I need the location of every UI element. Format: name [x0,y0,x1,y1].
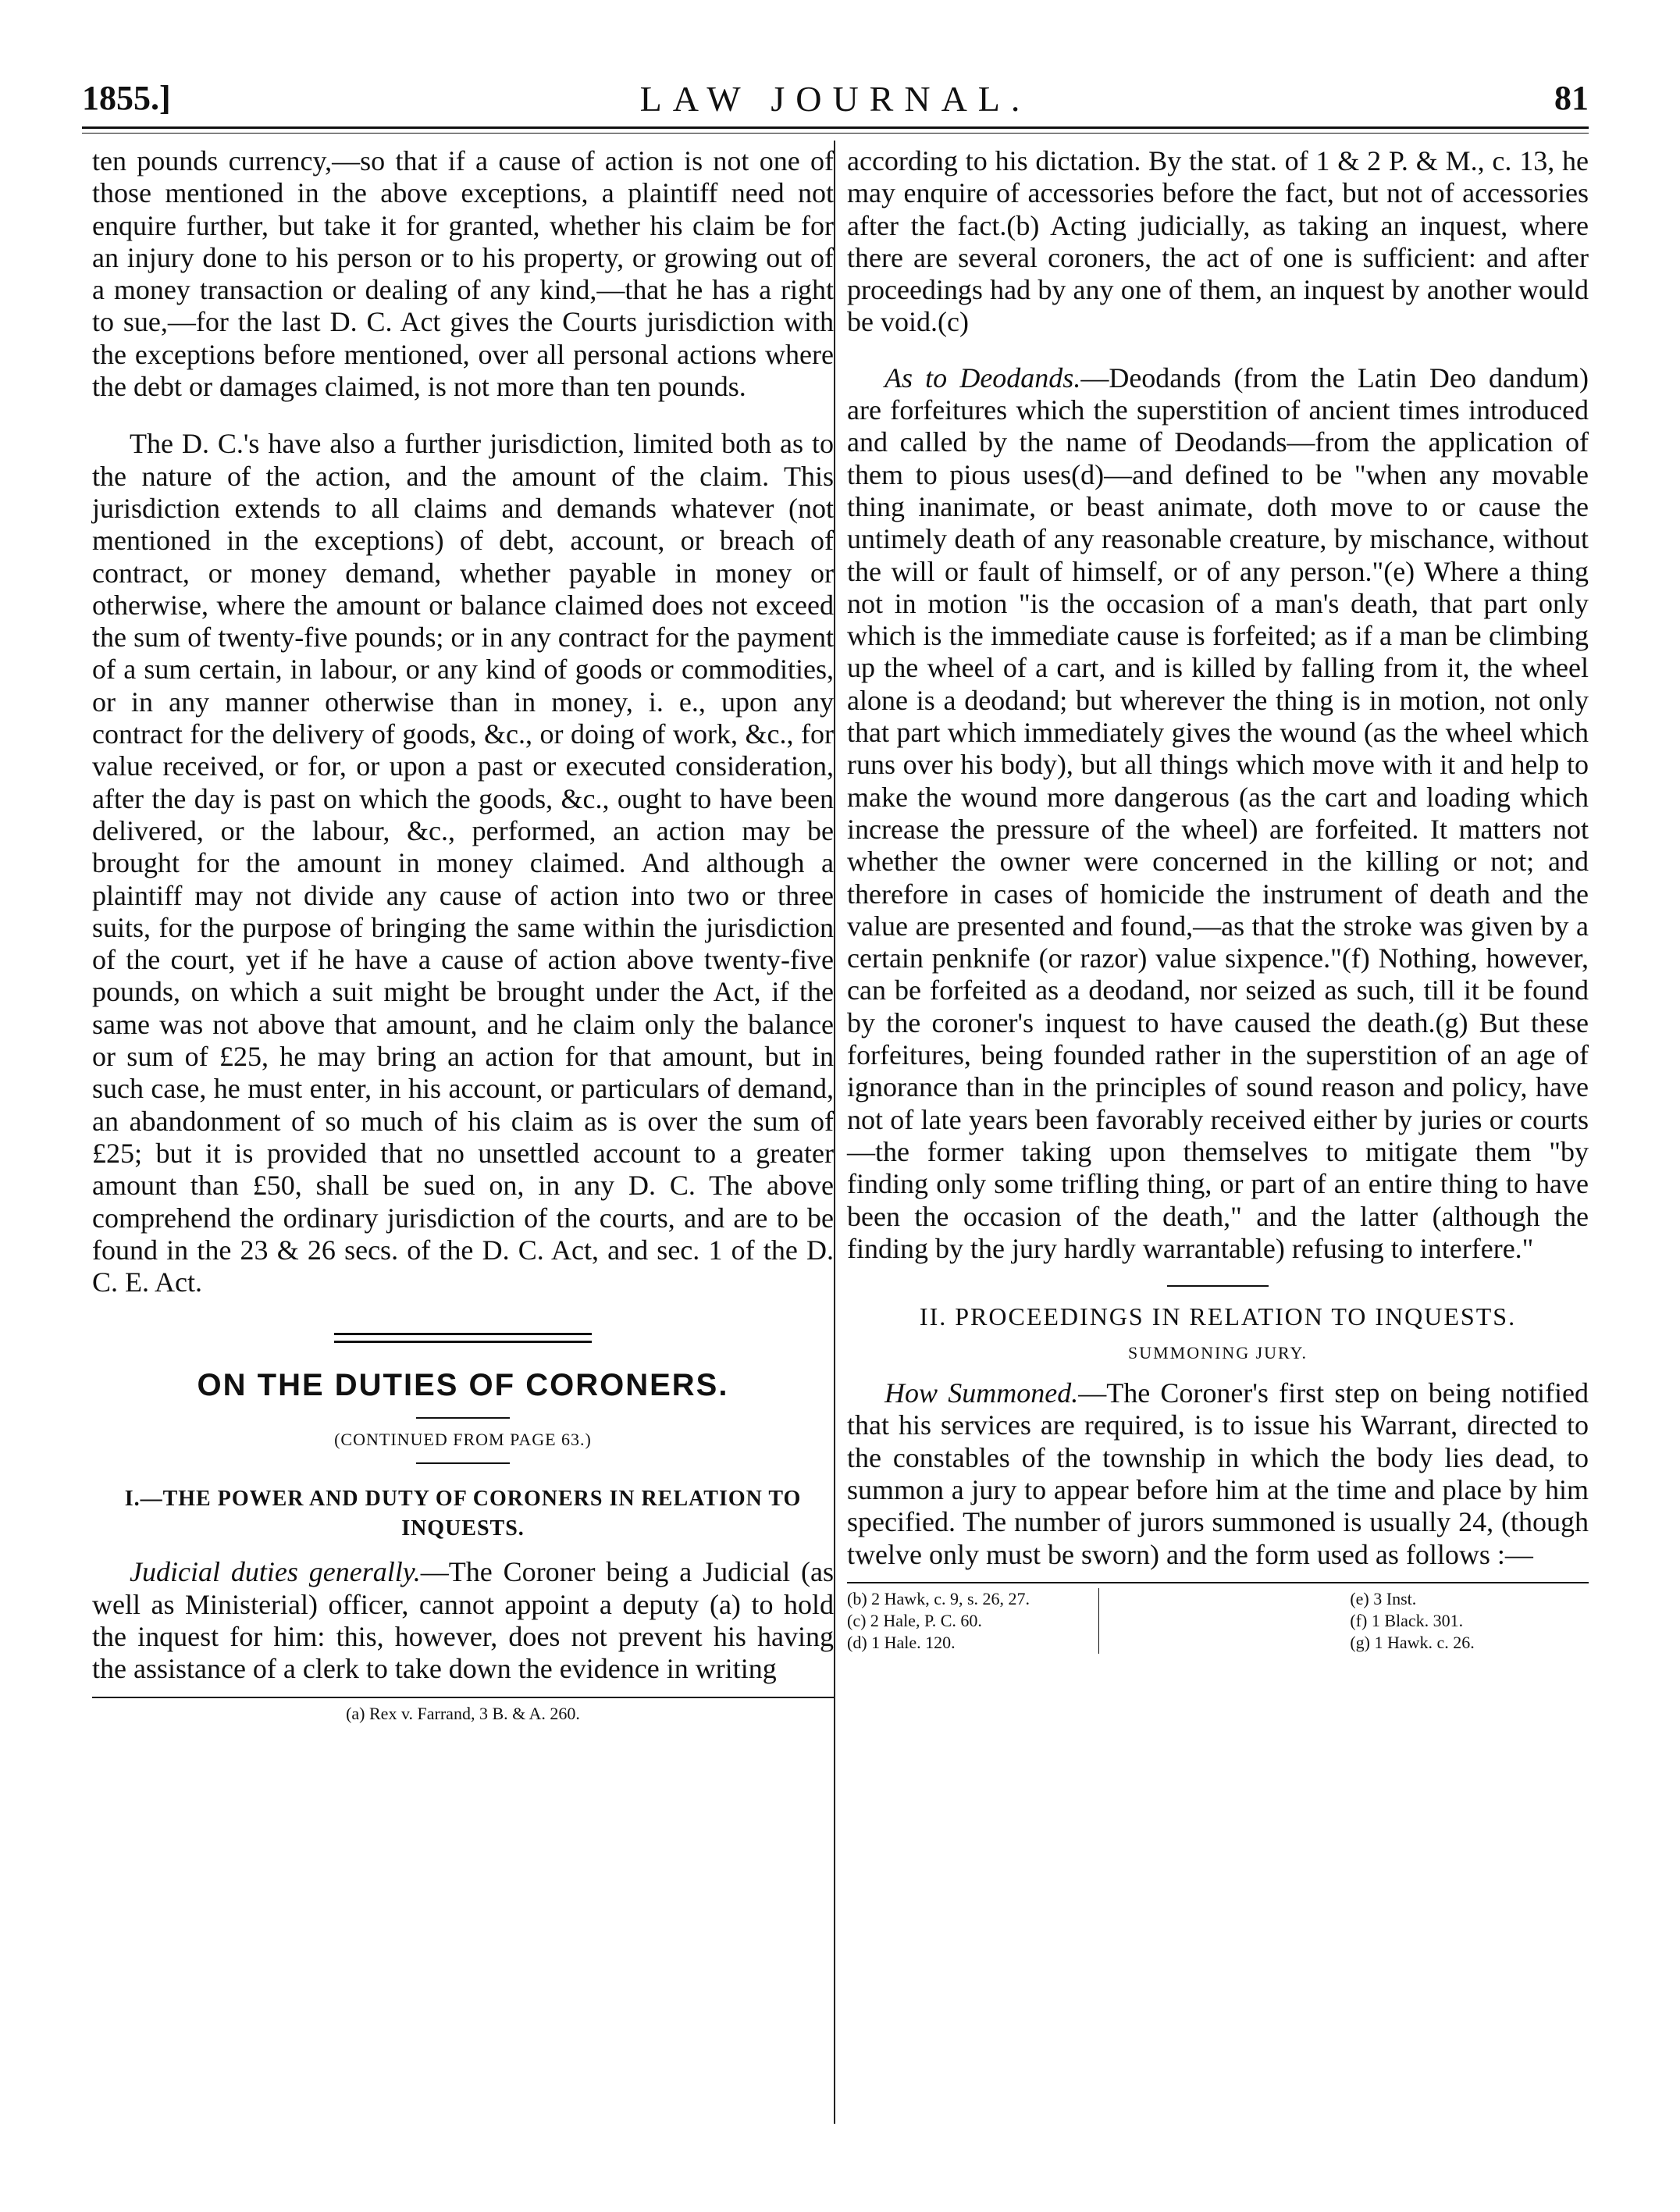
right-footnotes-col-b [1350,1588,1589,1654]
section-i-heading: I.—THE POWER AND DUTY OF CORONERS IN RELATION TO INQUESTS. [124,1487,802,1541]
header-rule-thin [82,133,1589,134]
footnote-b: (b) 2 Hawk, c. 9, s. 26, 27. [847,1588,1030,1608]
right-column [847,145,1589,1654]
column-divider [834,141,835,2124]
right-footnotes [847,1588,1589,1654]
footnote-f: (f) 1 Black. 301. [1350,1610,1464,1630]
right-paragraph-3 [847,1377,1589,1571]
continued-note: (CONTINUED FROM PAGE 63.) [334,1430,592,1450]
left-paragraph-2: The D. C.'s have also a further jurisdiction, limited both as to the nature of the action, and the amount of the claim. This jurisdiction extends to all claims and demands whatever (not mentioned in the exceptions) of debt, account, or breach of contract, or money demand, whether payable in money or otherwise, where the amount or balance claimed does not exceed the sum of twenty-five pounds; or in any contract for the payment of a sum certain, in labour, or any kind of goods or commodities, or in any manner otherwise than in money, i. e., upon any contract for the delivery of goods, &c., or doing of work, &c., for value received, or for, or upon a past or executed consideration, after the day is past on which the goods, &c., ought to have been delivered, or the labour, &c., performed, an action may be brought for the amount in money claimed. And although a plaintiff may not divide any cause of action into two or three suits, for the purpose of bringing the same within the jurisdiction of the court, yet if he have a cause of action above twenty-five pounds, on which a suit might be brought under the Act, if the same was not above that amount, and he claim only the balance or sum of £25, he may bring an action for that amount, but in such case, he must enter, in his account, or particulars of demand, an abandonment of so much of his claim as is over the sum of £25; but it is provided that no unsettled account to a greater amount than £50, shall be sued on, in any D. C. The above comprehend the ordinary jurisdiction of the courts, and are to be found in the 23 & 26 secs. of the D. C. Act, and sec. 1 of the D. C. E. Act. [92,428,834,1298]
left-paragraph-1: ten pounds currency,—so that if a cause of action is not one of those mentioned in the above exceptions, a plaintiff need not enquire further, but take it for granted, whether his claim be for an injury done to his person or to his property, or growing out of a money transaction or dealing of any kind,—that he has a right to sue,—for the last D. C. Act gives the Courts jurisdiction with the exceptions before mentioned, over all personal actions where the debt or damages claimed, is not more than ten pounds. [92,145,834,403]
journal-title: LAW JOURNAL. [639,79,1031,119]
header-rule [82,126,1589,129]
summoning-jury-heading: SUMMONING JURY. [1127,1343,1308,1363]
footnote-e: (e) 3 Inst. [1350,1588,1417,1608]
footnote-c: (c) 2 Hale, P. C. 60. [847,1610,982,1630]
page-year: 1855.] [82,79,171,117]
how-summoned-lead: How Summoned. [884,1377,1079,1409]
footnote-d: (d) 1 Hale. 120. [847,1632,956,1652]
footnote-separator [1098,1588,1338,1654]
deodands-lead: As to Deodands. [884,362,1081,394]
deodands-body: —Deodands (from the Latin Deo dandum) are forfeitures which the superstition of ancient times introduced and called by the name of Deodands—from the application of them to pious uses(d)—and defined to be "when any movable thing inanimate, or beast animate, doth move to or cause the untimely death of any reasonable creature, by mischance, without the will or fault of himself, or of any person."(e) Where a thing not in motion "is the occasion of a man's death, that part only which is the immediate cause is forfeited; as if a man be climbing up the wheel of a cart, and is killed by falling from it, the wheel alone is a deodand; but wherever the thing is in motion, not only that part which immediately gives the wound (as the wheel which runs over his body), but all things which move with it and help to make the wound more dangerous (as the cart and loading which increase the pressure of the wheel) are forfeited. It matters not whether the owner were concerned in the killing or not; and therefore in cases of homicide the instrument of death and the value are presented and found,—as that the stroke was given by a certain penknife (or razor) value sixpence."(f) Nothing, however, can be forfeited as a deodand, nor seized as such, till it be found by the coroner's inquest to have caused the death.(g) But these forfeitures, being founded rather in the superstition of an age of ignorance than in the principles of sound reason and policy, have not of late years been favorably received either by juries or courts—the former taking upon themselves to mitigate them "by finding only some trifling thing, or part of an entire thing to have been the occasion of the death," and the latter (although the finding by the jury hardly warrantable) refusing to interfere." [847,362,1589,1264]
right-footnotes-col-a [847,1588,1086,1654]
running-head [82,78,1589,125]
judicial-duties-body: —The Coroner being a Judicial (as well as Ministerial) officer, cannot appoint a deputy (a) to hold the inquest for him: this, however, does not prevent his having the assistance of a clerk to take down the evidence in writing [92,1556,834,1685]
how-summoned-body: —The Coroner's first step on being notified that his services are required, is to issue his Warrant, directed to the constables of the township in which the body lies dead, to summon a jury to appear before him at the time and place by him specified. The number of jurors summoned is usually 24, (though twelve only must be sworn) and the form used as follows :— [847,1377,1589,1570]
article-heading: ON THE DUTIES OF CORONERS. [197,1368,729,1403]
page-number: 81 [1554,79,1589,117]
left-paragraph-3 [92,1556,834,1685]
section-divider [334,1333,592,1343]
right-paragraph-2 [847,362,1589,1265]
left-column [92,145,834,1725]
footnote-g: (g) 1 Hawk. c. 26. [1350,1632,1475,1652]
judicial-duties-lead: Judicial duties generally. [130,1556,421,1588]
left-footnote: (a) Rex v. Farrand, 3 B. & A. 260. [346,1703,580,1723]
section-ii-heading: II. PROCEEDINGS IN RELATION TO INQUESTS. [919,1302,1517,1331]
right-paragraph-1: according to his dictation. By the stat. of 1 & 2 P. & M., c. 13, he may enquire of accessories before the fact, but not of accessories after the fact.(b) Acting judicially, as taking an inquest, where there are several coroners, the act of one is sufficient: and after proceedings had by any one of them, an inquest by another would be void.(c) [847,145,1589,338]
